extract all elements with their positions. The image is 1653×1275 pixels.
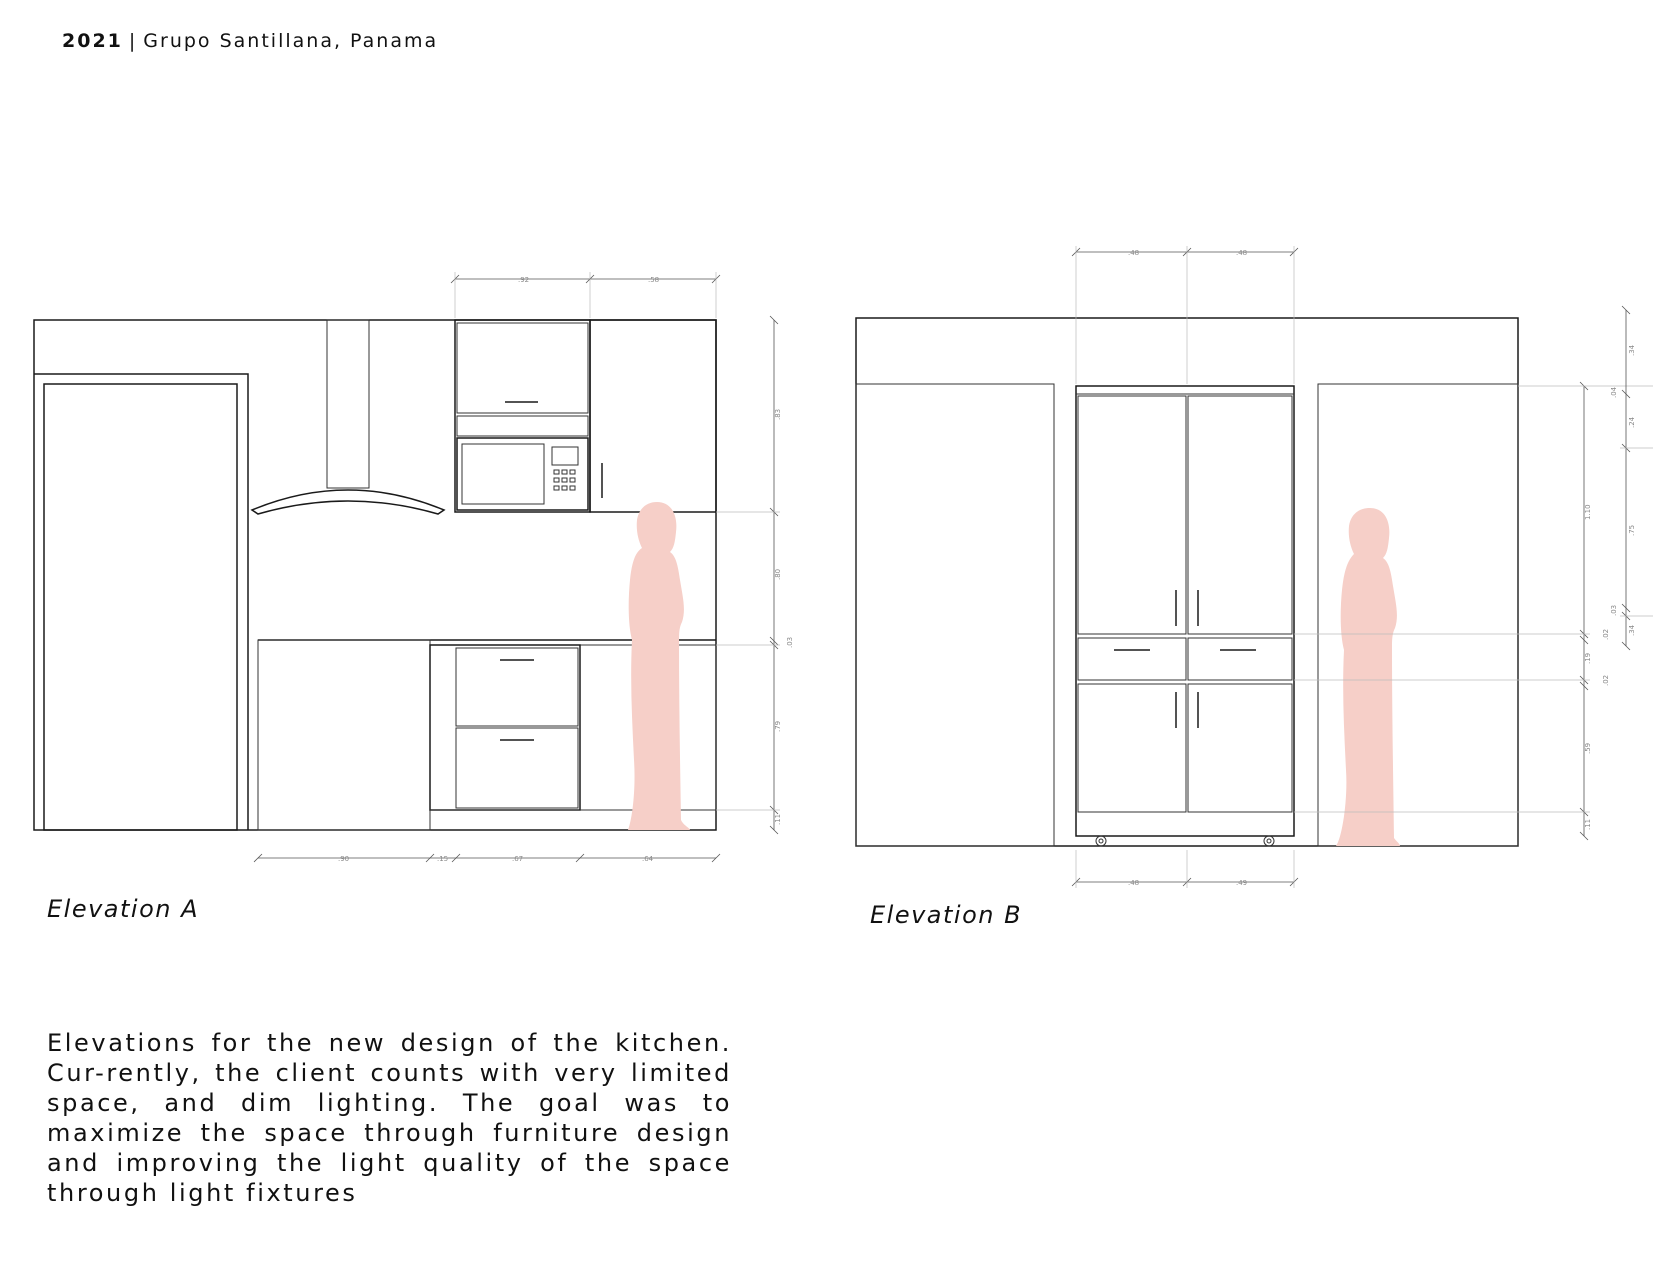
elevation-b-drawing — [856, 246, 1653, 888]
elev-a-dim-right-2: .80 — [774, 568, 782, 580]
elev-a-dim-right-1: .83 — [774, 408, 782, 420]
microwave-keypad — [554, 470, 575, 490]
microwave-window — [462, 444, 544, 504]
person-silhouette-b — [1336, 508, 1400, 846]
refrigerator — [44, 384, 237, 830]
elev-b-dim-outer-2: .04 — [1610, 386, 1618, 398]
pantry-upper-door-left — [1078, 396, 1186, 634]
header-year: 2021 — [62, 30, 123, 52]
elev-b-dim-outer-3: .24 — [1628, 416, 1636, 428]
elev-b-dim-inner-2: .02 — [1602, 628, 1610, 640]
elev-b-dim-outer-5: .03 — [1610, 604, 1618, 616]
pantry-drawer-right — [1188, 638, 1292, 680]
elev-b-dim-bottom — [1072, 850, 1298, 888]
elev-a-dim-bottom-3: .67 — [512, 855, 524, 863]
elev-a-dim-top — [451, 272, 720, 318]
pantry-cabinet — [1076, 386, 1294, 836]
elev-a-dim-bottom-2: .15 — [437, 855, 449, 863]
person-silhouette-a — [628, 502, 690, 830]
range-hood — [252, 490, 444, 514]
fridge-niche — [34, 374, 248, 830]
elevation-a-drawing — [34, 272, 794, 863]
elevation-b-wall — [856, 318, 1518, 846]
elev-a-dim-right-5: .11 — [774, 813, 782, 825]
elevation-a-caption: Elevation A — [47, 895, 200, 923]
elev-b-dim-bottom-1: .48 — [1128, 879, 1140, 887]
elev-b-dim-inner-1: 1.10 — [1584, 504, 1592, 520]
elev-a-dim-top-1: .92 — [518, 276, 530, 284]
cabinet-shelf — [457, 416, 588, 436]
elev-b-dim-outer — [1620, 306, 1653, 650]
elev-a-dim-top-2: .58 — [648, 276, 660, 284]
elev-b-dim-inner-4: .02 — [1602, 674, 1610, 686]
base-open-left — [258, 640, 430, 830]
caster-wheel-left-hub — [1099, 839, 1103, 843]
elev-b-dim-top — [1072, 246, 1298, 384]
header-project: Grupo Santillana, Panama — [143, 30, 439, 52]
elevation-a-wall — [34, 320, 716, 830]
microwave — [457, 438, 588, 510]
wall-hatched-left — [856, 384, 1054, 846]
elev-b-dim-inner-5: .59 — [1584, 742, 1592, 754]
pantry-lower-door-left — [1078, 684, 1186, 812]
caster-wheel-left — [1096, 836, 1106, 846]
upper-cabinet-right — [590, 320, 716, 512]
caster-wheel-right-hub — [1267, 839, 1271, 843]
elev-a-dim-right-4: .79 — [774, 720, 782, 732]
description-paragraph: Elevations for the new design of the kitchen. Cur-rently, the client counts with very limited space, and dim lighting. The goal was to maximize the space through furniture design and improving the light quality of the space through light fixtures — [47, 1029, 732, 1207]
elevation-b-caption: Elevation B — [870, 901, 1023, 929]
pantry-drawer-left — [1078, 638, 1186, 680]
elev-a-dim-right — [716, 316, 780, 834]
elev-b-dim-outer-4: .75 — [1628, 524, 1636, 536]
pantry-upper-door-right — [1188, 396, 1292, 634]
header-separator: | — [128, 30, 138, 52]
elev-a-dim-bottom-4: .64 — [642, 855, 654, 863]
elev-a-dim-bottom-1: .90 — [338, 855, 350, 863]
caster-wheel-right — [1264, 836, 1274, 846]
elev-b-dim-top-1: .48 — [1128, 249, 1140, 257]
upper-cabinet-door — [457, 323, 588, 413]
pantry-lower-door-right — [1188, 684, 1292, 812]
elev-b-dim-top-2: .48 — [1236, 249, 1248, 257]
elev-b-dim-outer-1: .34 — [1628, 344, 1636, 356]
microwave-display — [552, 447, 578, 465]
elev-a-dim-right-3: .03 — [786, 636, 794, 648]
elev-b-dim-inner-3: .19 — [1584, 652, 1592, 664]
hood-chimney — [327, 320, 369, 488]
elev-b-dim-bottom-2: .49 — [1236, 879, 1248, 887]
elev-b-dim-inner-6: .11 — [1584, 818, 1592, 830]
elev-b-dim-outer-6: .34 — [1628, 624, 1636, 636]
